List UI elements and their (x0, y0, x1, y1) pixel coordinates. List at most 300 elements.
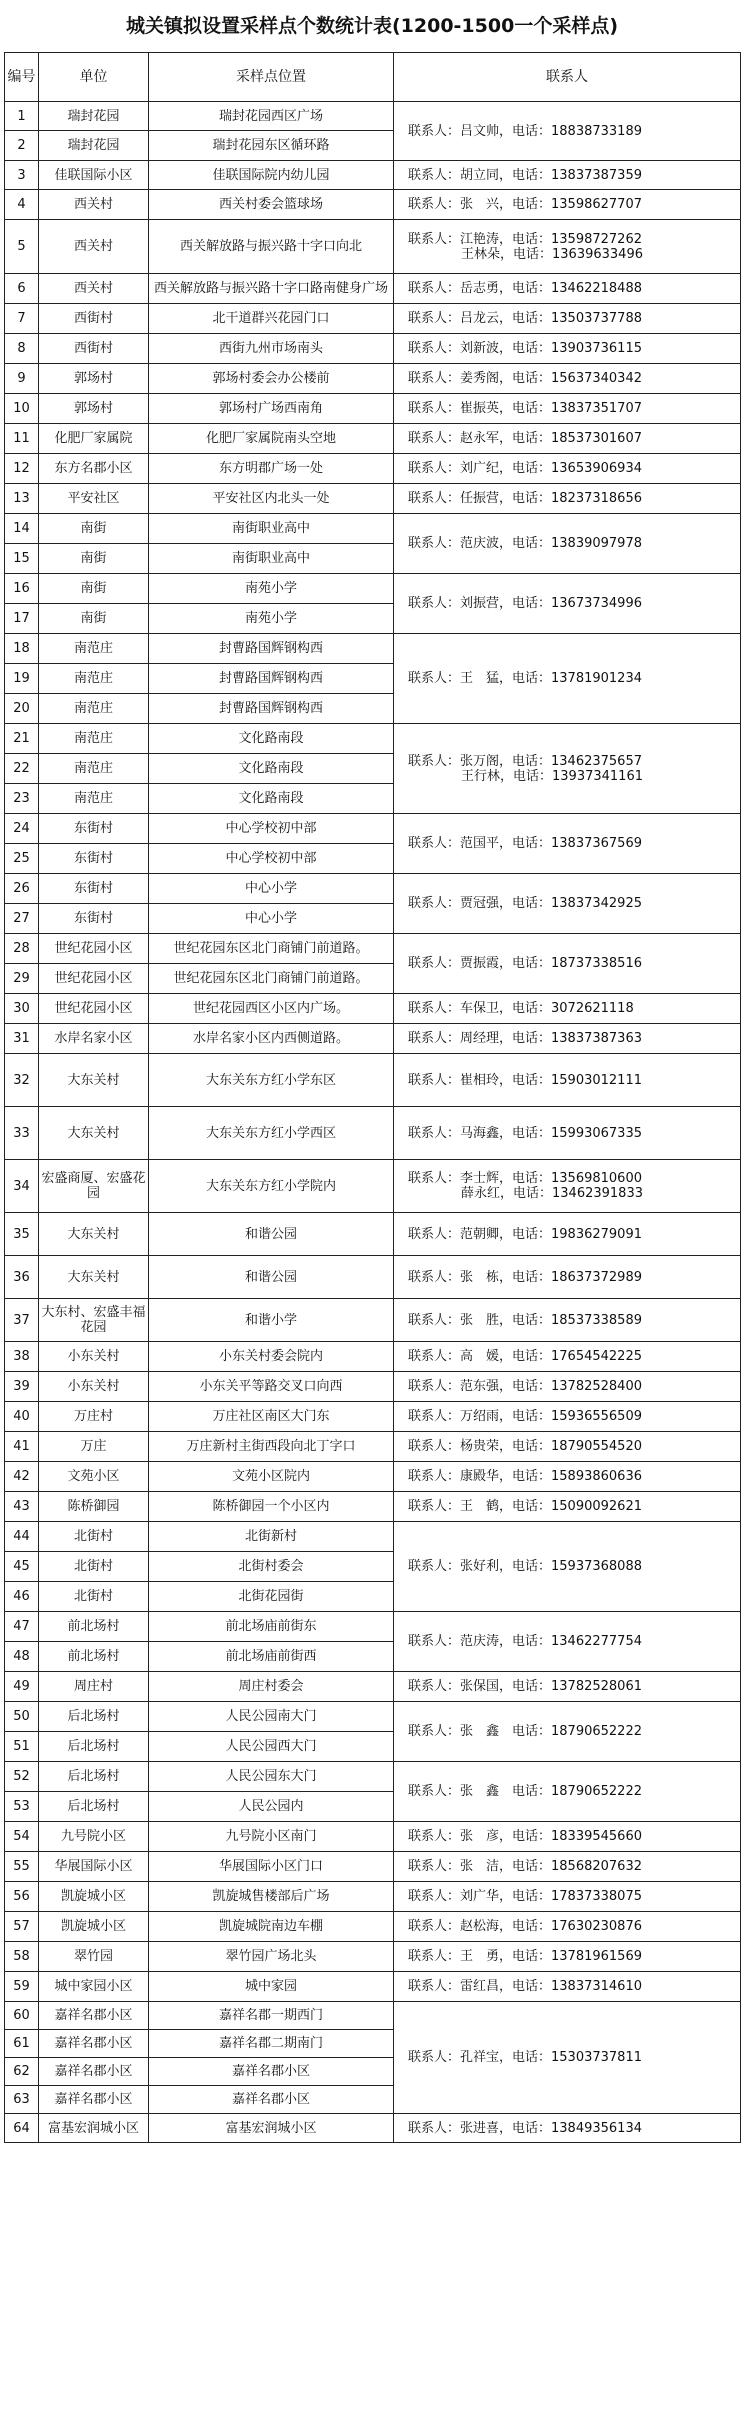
cell-number: 11 (5, 424, 39, 454)
cell-unit: 佳联国际小区 (39, 161, 149, 190)
cell-location: 大东关东方红小学院内 (149, 1160, 394, 1213)
contact-line: 联系人：崔相玲，电话：15903012111 (408, 1072, 642, 1088)
cell-contact (394, 1492, 741, 1522)
cell-contact (394, 364, 741, 394)
cell-number: 21 (5, 724, 39, 754)
contact-line: 联系人：刘新波，电话：13903736115 (408, 341, 642, 356)
cell-unit: 南范庄 (39, 724, 149, 754)
table-row (5, 424, 741, 454)
contact-line: 联系人：李士辉，电话：13569810600 (408, 1171, 642, 1186)
cell-unit: 后北场村 (39, 1732, 149, 1762)
cell-number: 16 (5, 574, 39, 604)
contact-line: 联系人：范朝卿，电话：19836279091 (408, 1226, 642, 1242)
cell-number: 25 (5, 844, 39, 874)
cell-number: 64 (5, 2114, 39, 2143)
contact-line: 联系人：赵永军，电话：18537301607 (408, 431, 642, 446)
cell-location: 富基宏润城小区 (149, 2114, 394, 2143)
table-row (5, 1256, 741, 1299)
cell-number: 36 (5, 1256, 39, 1299)
cell-contact (394, 514, 741, 574)
cell-number: 3 (5, 161, 39, 190)
cell-contact (394, 274, 741, 304)
contact-line: 联系人：姜秀阁，电话：15637340342 (408, 371, 642, 386)
cell-contact (394, 1372, 741, 1402)
cell-unit: 大东关村 (39, 1213, 149, 1256)
contact-line: 联系人：张万阁，电话：13462375657 (408, 753, 642, 769)
table-row (5, 1372, 741, 1402)
cell-location: 中心小学 (149, 874, 394, 904)
cell-unit: 南范庄 (39, 634, 149, 664)
cell-number: 44 (5, 1522, 39, 1552)
table-row (5, 1299, 741, 1342)
cell-contact (394, 1912, 741, 1942)
cell-contact (394, 1882, 741, 1912)
cell-unit: 水岸名家小区 (39, 1024, 149, 1054)
cell-location: 世纪花园东区北门商铺门前道路。 (149, 964, 394, 994)
cell-number: 13 (5, 484, 39, 514)
cell-unit: 南范庄 (39, 784, 149, 814)
cell-unit: 嘉祥名郡小区 (39, 2002, 149, 2030)
contact-line: 联系人：张进喜，电话：13849356134 (408, 2120, 642, 2136)
cell-number: 5 (5, 220, 39, 274)
table-row (5, 1702, 741, 1732)
cell-number: 51 (5, 1732, 39, 1762)
cell-location: 世纪花园西区小区内广场。 (149, 994, 394, 1024)
cell-contact (394, 161, 741, 190)
cell-location: 城中家园 (149, 1972, 394, 2002)
cell-location: 小东关村委会院内 (149, 1342, 394, 1372)
cell-unit: 大东关村 (39, 1107, 149, 1160)
cell-location: 中心学校初中部 (149, 844, 394, 874)
cell-location: 万庄新村主街西段向北丁字口 (149, 1432, 394, 1462)
cell-number: 6 (5, 274, 39, 304)
cell-location: 西关解放路与振兴路十字口向北 (149, 220, 394, 274)
cell-contact (394, 1054, 741, 1107)
table-row (5, 484, 741, 514)
cell-unit: 郭场村 (39, 394, 149, 424)
cell-contact (394, 1612, 741, 1672)
cell-location: 封曹路国辉钢构西 (149, 634, 394, 664)
header-contact: 联系人 (394, 53, 741, 102)
table-row (5, 1912, 741, 1942)
cell-unit: 万庄 (39, 1432, 149, 1462)
cell-number: 49 (5, 1672, 39, 1702)
cell-contact (394, 1522, 741, 1612)
cell-location: 文苑小区院内 (149, 1462, 394, 1492)
contact-line: 联系人：江艳涛，电话：13598727262 (408, 231, 642, 247)
contact-line: 联系人：胡立同，电话：13837387359 (408, 167, 642, 183)
contact-line: 联系人：任振营，电话：18237318656 (408, 491, 642, 506)
cell-contact (394, 874, 741, 934)
contact-line: 联系人：王 勇，电话：13781961569 (408, 1949, 642, 1964)
cell-location: 西街九州市场南头 (149, 334, 394, 364)
cell-location: 封曹路国辉钢构西 (149, 664, 394, 694)
table-row (5, 1054, 741, 1107)
cell-unit: 南街 (39, 604, 149, 634)
table-row (5, 2114, 741, 2143)
table-row (5, 1852, 741, 1882)
contact-line: 联系人：岳志勇，电话：13462218488 (408, 281, 642, 296)
cell-number: 20 (5, 694, 39, 724)
cell-unit: 凯旋城小区 (39, 1912, 149, 1942)
cell-unit: 南范庄 (39, 664, 149, 694)
cell-unit: 北街村 (39, 1522, 149, 1552)
cell-number: 63 (5, 2086, 39, 2114)
cell-number: 10 (5, 394, 39, 424)
cell-location: 瑞封花园西区广场 (149, 102, 394, 131)
cell-unit: 嘉祥名郡小区 (39, 2086, 149, 2114)
cell-location: 郭场村广场西南角 (149, 394, 394, 424)
table-row (5, 274, 741, 304)
cell-location: 南苑小学 (149, 574, 394, 604)
table-row (5, 1522, 741, 1552)
cell-location: 翠竹园广场北头 (149, 1942, 394, 1972)
cell-location: 前北场庙前街西 (149, 1642, 394, 1672)
contact-line: 联系人：吕文帅，电话：18838733189 (408, 123, 642, 139)
contact-line: 联系人：贾振霞，电话：18737338516 (408, 956, 642, 971)
cell-contact (394, 1942, 741, 1972)
cell-unit: 翠竹园 (39, 1942, 149, 1972)
cell-location: 西关村委会篮球场 (149, 190, 394, 220)
cell-number: 54 (5, 1822, 39, 1852)
table-row (5, 874, 741, 904)
cell-number: 24 (5, 814, 39, 844)
cell-contact (394, 304, 741, 334)
cell-unit: 华展国际小区 (39, 1852, 149, 1882)
table-row (5, 1024, 741, 1054)
cell-location: 南街职业高中 (149, 514, 394, 544)
table-row (5, 1432, 741, 1462)
table-row (5, 1942, 741, 1972)
contact-line: 联系人：车保卫，电话：3072621118 (408, 1001, 634, 1016)
cell-number: 46 (5, 1582, 39, 1612)
cell-contact (394, 190, 741, 220)
cell-unit: 西街村 (39, 334, 149, 364)
cell-location: 凯旋城院南边车棚 (149, 1912, 394, 1942)
cell-location: 和谐公园 (149, 1213, 394, 1256)
cell-location: 北街新村 (149, 1522, 394, 1552)
cell-location: 文化路南段 (149, 724, 394, 754)
contact-line: 联系人：范庆波，电话：13839097978 (408, 536, 642, 551)
cell-number: 32 (5, 1054, 39, 1107)
cell-contact (394, 1160, 741, 1213)
cell-unit: 西街村 (39, 304, 149, 334)
cell-location: 周庄村委会 (149, 1672, 394, 1702)
cell-unit: 东方名郡小区 (39, 454, 149, 484)
cell-unit: 陈桥御园 (39, 1492, 149, 1522)
contact-line: 联系人：孔祥宝，电话：15303737811 (408, 2050, 642, 2065)
cell-location: 南街职业高中 (149, 544, 394, 574)
cell-number: 56 (5, 1882, 39, 1912)
cell-unit: 南街 (39, 544, 149, 574)
table-row (5, 1822, 741, 1852)
contact-line: 联系人：贾冠强，电话：13837342925 (408, 896, 642, 911)
contact-line: 联系人：万绍雨，电话：15936556509 (408, 1409, 642, 1424)
cell-unit: 富基宏润城小区 (39, 2114, 149, 2143)
cell-unit: 宏盛商厦、宏盛花园 (39, 1160, 149, 1213)
cell-contact (394, 2002, 741, 2114)
cell-contact (394, 1213, 741, 1256)
cell-number: 8 (5, 334, 39, 364)
cell-number: 61 (5, 2030, 39, 2058)
table-row (5, 994, 741, 1024)
cell-location: 和谐小学 (149, 1299, 394, 1342)
cell-number: 7 (5, 304, 39, 334)
cell-unit: 大东关村 (39, 1256, 149, 1299)
cell-number: 38 (5, 1342, 39, 1372)
table-row (5, 1107, 741, 1160)
cell-number: 22 (5, 754, 39, 784)
table-row (5, 934, 741, 964)
cell-number: 1 (5, 102, 39, 131)
cell-contact (394, 102, 741, 161)
cell-number: 29 (5, 964, 39, 994)
cell-location: 中心学校初中部 (149, 814, 394, 844)
table-row (5, 190, 741, 220)
cell-contact (394, 220, 741, 274)
cell-number: 42 (5, 1462, 39, 1492)
cell-contact (394, 394, 741, 424)
cell-number: 43 (5, 1492, 39, 1522)
cell-unit: 九号院小区 (39, 1822, 149, 1852)
cell-number: 12 (5, 454, 39, 484)
cell-number: 45 (5, 1552, 39, 1582)
table-row (5, 1160, 741, 1213)
cell-location: 世纪花园东区北门商铺门前道路。 (149, 934, 394, 964)
contact-line: 联系人：张 彦，电话：18339545660 (408, 1829, 642, 1844)
cell-location: 文化路南段 (149, 754, 394, 784)
contact-line: 联系人：王 猛，电话：13781901234 (408, 671, 642, 686)
table-row (5, 724, 741, 754)
cell-contact (394, 634, 741, 724)
contact-line: 联系人：张 鑫 电话：18790652222 (408, 1724, 642, 1739)
cell-number: 37 (5, 1299, 39, 1342)
cell-contact (394, 1762, 741, 1822)
table-row (5, 514, 741, 544)
cell-unit: 东街村 (39, 874, 149, 904)
cell-unit: 嘉祥名郡小区 (39, 2058, 149, 2086)
table-row (5, 574, 741, 604)
table-row (5, 220, 741, 274)
cell-location: 北街花园街 (149, 1582, 394, 1612)
cell-location: 大东关东方红小学东区 (149, 1054, 394, 1107)
cell-number: 62 (5, 2058, 39, 2086)
cell-number: 41 (5, 1432, 39, 1462)
table-row (5, 394, 741, 424)
table-row (5, 161, 741, 190)
cell-number: 59 (5, 1972, 39, 2002)
cell-contact (394, 1432, 741, 1462)
cell-unit: 凯旋城小区 (39, 1882, 149, 1912)
cell-number: 2 (5, 131, 39, 161)
cell-unit: 前北场村 (39, 1642, 149, 1672)
contact-line: 联系人：高 媛，电话：17654542225 (408, 1349, 642, 1364)
cell-location: 水岸名家小区内西侧道路。 (149, 1024, 394, 1054)
cell-contact (394, 1462, 741, 1492)
cell-number: 19 (5, 664, 39, 694)
cell-location: 郭场村委会办公楼前 (149, 364, 394, 394)
cell-number: 48 (5, 1642, 39, 1672)
cell-unit: 大东村、宏盛丰福花园 (39, 1299, 149, 1342)
cell-location: 九号院小区南门 (149, 1822, 394, 1852)
cell-unit: 南街 (39, 514, 149, 544)
cell-location: 封曹路国辉钢构西 (149, 694, 394, 724)
table-row (5, 1762, 741, 1792)
cell-contact (394, 1299, 741, 1342)
cell-unit: 东街村 (39, 814, 149, 844)
cell-contact (394, 814, 741, 874)
cell-contact (394, 454, 741, 484)
cell-location: 华展国际小区门口 (149, 1852, 394, 1882)
contact-line: 联系人：范东强，电话：13782528400 (408, 1379, 642, 1394)
cell-location: 嘉祥名郡小区 (149, 2086, 394, 2114)
cell-unit: 世纪花园小区 (39, 934, 149, 964)
cell-unit: 后北场村 (39, 1762, 149, 1792)
cell-unit: 后北场村 (39, 1792, 149, 1822)
table-row (5, 2002, 741, 2030)
cell-contact (394, 1852, 741, 1882)
cell-contact (394, 1107, 741, 1160)
cell-number: 15 (5, 544, 39, 574)
cell-location: 佳联国际院内幼儿园 (149, 161, 394, 190)
cell-contact (394, 1702, 741, 1762)
cell-unit: 万庄村 (39, 1402, 149, 1432)
contact-line: 联系人：范国平，电话：13837367569 (408, 836, 642, 851)
contact-line: 联系人：张 洁，电话：18568207632 (408, 1859, 642, 1874)
cell-unit: 世纪花园小区 (39, 964, 149, 994)
cell-number: 23 (5, 784, 39, 814)
contact-line: 联系人：张保国，电话：13782528061 (408, 1679, 642, 1694)
cell-location: 人民公园西大门 (149, 1732, 394, 1762)
table-row (5, 454, 741, 484)
cell-contact (394, 2114, 741, 2143)
contact-line: 王林朵，电话：13639633496 (461, 246, 643, 262)
cell-location: 化肥厂家属院南头空地 (149, 424, 394, 454)
cell-unit: 南街 (39, 574, 149, 604)
contact-line: 联系人：张 栋，电话：18637372989 (408, 1269, 642, 1285)
cell-location: 大东关东方红小学西区 (149, 1107, 394, 1160)
cell-unit: 前北场村 (39, 1612, 149, 1642)
table-row (5, 102, 741, 131)
cell-unit: 小东关村 (39, 1372, 149, 1402)
cell-location: 北街村委会 (149, 1552, 394, 1582)
cell-location: 嘉祥名郡一期西门 (149, 2002, 394, 2030)
cell-location: 平安社区内北头一处 (149, 484, 394, 514)
cell-location: 万庄社区南区大门东 (149, 1402, 394, 1432)
cell-unit: 西关村 (39, 220, 149, 274)
contact-line: 联系人：刘振营，电话：13673734996 (408, 596, 642, 611)
cell-number: 47 (5, 1612, 39, 1642)
cell-number: 4 (5, 190, 39, 220)
contact-line: 联系人：张好利，电话：15937368088 (408, 1559, 642, 1574)
cell-location: 人民公园内 (149, 1792, 394, 1822)
contact-line: 联系人：张 胜，电话：18537338589 (408, 1312, 642, 1328)
cell-location: 陈桥御园一个小区内 (149, 1492, 394, 1522)
cell-number: 35 (5, 1213, 39, 1256)
contact-line: 联系人：康殿华，电话：15893860636 (408, 1469, 642, 1484)
cell-unit: 大东关村 (39, 1054, 149, 1107)
contact-line: 联系人：马海鑫，电话：15993067335 (408, 1125, 642, 1141)
header-location: 采样点位置 (149, 53, 394, 102)
cell-unit: 瑞封花园 (39, 102, 149, 131)
cell-number: 39 (5, 1372, 39, 1402)
cell-location: 嘉祥名郡二期南门 (149, 2030, 394, 2058)
cell-location: 凯旋城售楼部后广场 (149, 1882, 394, 1912)
cell-number: 18 (5, 634, 39, 664)
cell-unit: 南范庄 (39, 694, 149, 724)
sampling-point-table (4, 52, 741, 2143)
cell-number: 26 (5, 874, 39, 904)
cell-location: 西关解放路与振兴路十字口路南健身广场 (149, 274, 394, 304)
cell-unit: 嘉祥名郡小区 (39, 2030, 149, 2058)
table-row (5, 1492, 741, 1522)
cell-number: 14 (5, 514, 39, 544)
cell-location: 中心小学 (149, 904, 394, 934)
cell-number: 58 (5, 1942, 39, 1972)
cell-location: 南苑小学 (149, 604, 394, 634)
table-row (5, 1672, 741, 1702)
cell-contact (394, 724, 741, 814)
header-number: 编号 (5, 53, 39, 102)
cell-unit: 郭场村 (39, 364, 149, 394)
table-row (5, 634, 741, 664)
table-row (5, 1462, 741, 1492)
cell-number: 31 (5, 1024, 39, 1054)
cell-location: 文化路南段 (149, 784, 394, 814)
cell-contact (394, 1402, 741, 1432)
header-unit: 单位 (39, 53, 149, 102)
cell-contact (394, 1256, 741, 1299)
cell-number: 50 (5, 1702, 39, 1732)
contact-line: 联系人：刘广华，电话：17837338075 (408, 1889, 642, 1904)
table-row (5, 334, 741, 364)
cell-number: 55 (5, 1852, 39, 1882)
cell-unit: 平安社区 (39, 484, 149, 514)
table-row (5, 1342, 741, 1372)
cell-location: 前北场庙前街东 (149, 1612, 394, 1642)
table-row (5, 364, 741, 394)
table-row (5, 1882, 741, 1912)
cell-location: 和谐公园 (149, 1256, 394, 1299)
contact-line: 联系人：崔振英，电话：13837351707 (408, 401, 642, 416)
cell-unit: 西关村 (39, 274, 149, 304)
cell-number: 53 (5, 1792, 39, 1822)
contact-line: 联系人：张 兴，电话：13598627707 (408, 197, 642, 212)
cell-unit: 世纪花园小区 (39, 994, 149, 1024)
cell-unit: 化肥厂家属院 (39, 424, 149, 454)
table-row (5, 1972, 741, 2002)
cell-contact (394, 424, 741, 454)
cell-contact (394, 934, 741, 994)
cell-number: 34 (5, 1160, 39, 1213)
table-row (5, 304, 741, 334)
cell-contact (394, 1972, 741, 2002)
cell-location: 瑞封花园东区循环路 (149, 131, 394, 161)
contact-line: 王行林，电话：13937341161 (461, 768, 643, 784)
header-row (5, 53, 741, 102)
cell-number: 30 (5, 994, 39, 1024)
cell-contact (394, 1822, 741, 1852)
contact-line: 联系人：刘广纪，电话：13653906934 (408, 461, 642, 476)
contact-line: 联系人：范庆涛，电话：13462277754 (408, 1634, 642, 1649)
cell-location: 北干道群兴花园门口 (149, 304, 394, 334)
contact-line: 联系人：杨贵荣，电话：18790554520 (408, 1439, 642, 1454)
cell-number: 9 (5, 364, 39, 394)
cell-unit: 后北场村 (39, 1702, 149, 1732)
cell-unit: 周庄村 (39, 1672, 149, 1702)
cell-number: 52 (5, 1762, 39, 1792)
cell-contact (394, 1342, 741, 1372)
